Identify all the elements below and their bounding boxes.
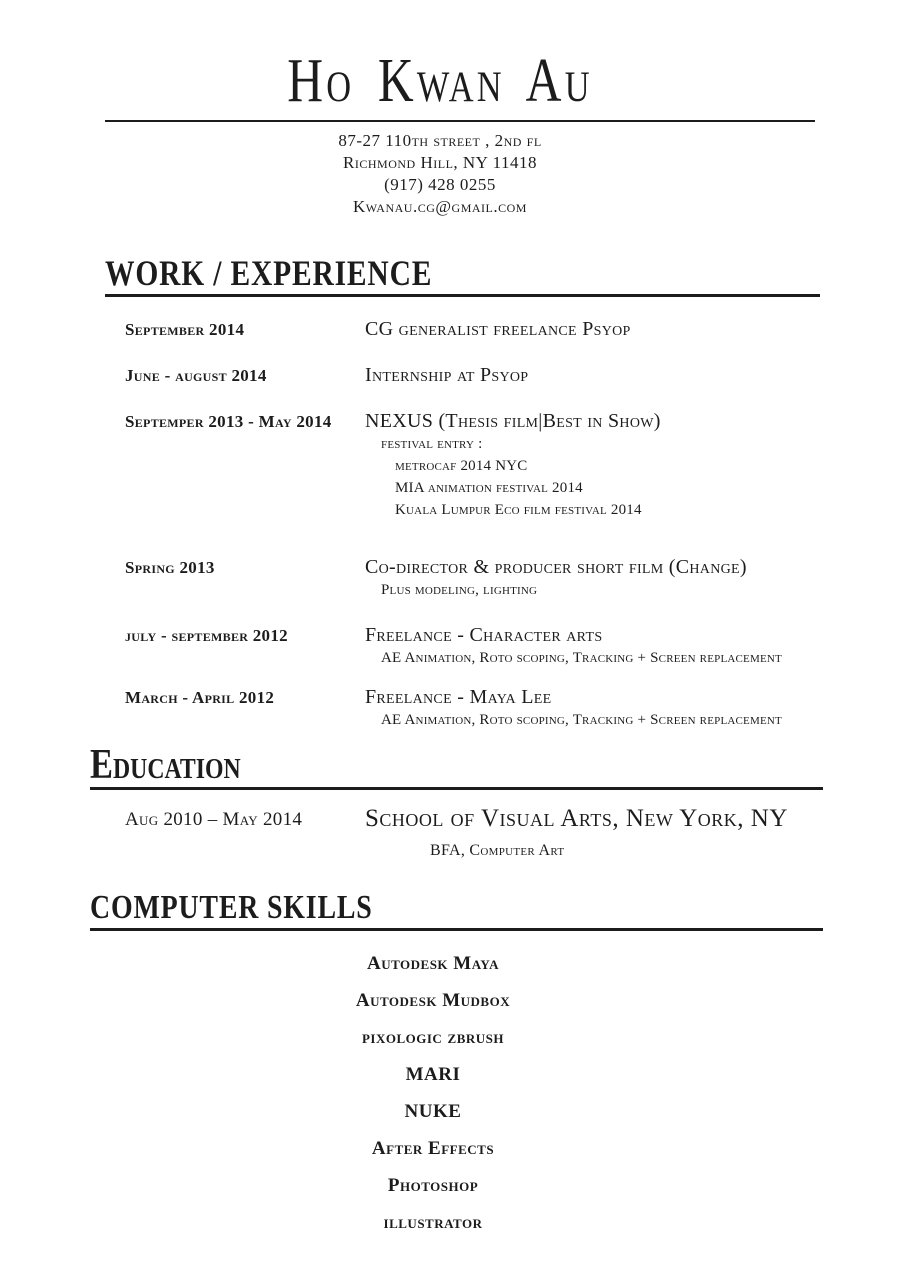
degree: BFA, Computer Art bbox=[430, 842, 565, 859]
entry-date: Septemper 2013 - May 2014 bbox=[125, 412, 332, 431]
resume-header bbox=[0, 0, 880, 115]
entry-detail: Plus modeling, lighting bbox=[381, 582, 538, 598]
education-date: Aug 2010 – May 2014 bbox=[125, 809, 303, 830]
phone-number: (917) 428 0255 bbox=[384, 175, 496, 194]
entry-detail: AE Animation, Roto scoping, Tracking + Screen replacement bbox=[381, 712, 782, 728]
skill-item: After Effects bbox=[371, 1138, 495, 1159]
skill-item: illustrator bbox=[383, 1212, 483, 1233]
address-line-2: Richmond Hill, NY 11418 bbox=[343, 153, 537, 172]
entry-title: Freelance - Character arts bbox=[365, 624, 603, 646]
entry-date: Spring 2013 bbox=[125, 558, 215, 577]
education-heading bbox=[90, 742, 823, 788]
entry-title: Internship at Psyop bbox=[365, 364, 529, 386]
computer-skills-heading-text: COMPUTER SKILLS bbox=[90, 889, 373, 926]
entry-detail: MIA animation festival 2014 bbox=[395, 480, 583, 496]
computer-skills-heading bbox=[90, 890, 823, 926]
skill-item: Photoshop bbox=[387, 1175, 479, 1196]
entry-detail: metrocaf 2014 NYC bbox=[395, 458, 528, 474]
computer-skills-section bbox=[90, 890, 823, 931]
entry-date: March - April 2012 bbox=[125, 688, 275, 707]
skill-item: pixologic zbrush bbox=[361, 1027, 505, 1048]
section-divider bbox=[105, 294, 820, 297]
work-experience-heading-text: WORK / EXPERIENCE bbox=[105, 253, 433, 293]
work-entry bbox=[125, 409, 820, 521]
work-entry bbox=[125, 363, 820, 387]
section-divider bbox=[90, 928, 823, 931]
entry-detail: festival entry : bbox=[381, 436, 483, 452]
skill-item: Autodesk Maya bbox=[366, 953, 500, 974]
education-section bbox=[90, 742, 823, 860]
skill-item: Autodesk Mudbox bbox=[355, 990, 511, 1011]
name-divider bbox=[105, 120, 815, 122]
work-entry bbox=[125, 623, 820, 669]
entry-date: September 2014 bbox=[125, 320, 245, 339]
entry-title: CG generalist freelance Psyop bbox=[365, 318, 631, 340]
skill-item: NUKE bbox=[404, 1101, 462, 1122]
email-address: Kwanau.cg@gmail.com bbox=[353, 197, 527, 216]
education-heading-text: Education bbox=[90, 742, 241, 788]
education-entry bbox=[125, 804, 823, 860]
entry-date: June - august 2014 bbox=[125, 366, 267, 385]
entry-title: Co-director & producer short film (Change) bbox=[365, 556, 747, 578]
entry-detail: Kuala Lumpur Eco film festival 2014 bbox=[395, 502, 642, 518]
work-entry bbox=[125, 317, 820, 341]
work-entry bbox=[125, 685, 820, 731]
contact-block bbox=[0, 130, 880, 218]
entry-title: Freelance - Maya Lee bbox=[365, 686, 552, 708]
entry-date: july - september 2012 bbox=[125, 626, 288, 645]
candidate-name: Ho Kwan Au bbox=[287, 47, 593, 115]
skills-list bbox=[0, 951, 866, 1236]
work-experience-section bbox=[105, 254, 820, 731]
entry-detail: AE Animation, Roto scoping, Tracking + Screen replacement bbox=[381, 650, 782, 666]
work-entries bbox=[125, 317, 820, 731]
work-entry bbox=[125, 555, 820, 601]
skill-item: MARI bbox=[405, 1064, 461, 1085]
entry-title: NEXUS (Thesis film|Best in Show) bbox=[365, 410, 661, 432]
school-name: School of Visual Arts, New York, NY bbox=[365, 805, 788, 832]
address-line-1: 87-27 110th street , 2nd fl bbox=[338, 131, 542, 150]
work-experience-heading bbox=[105, 254, 820, 292]
